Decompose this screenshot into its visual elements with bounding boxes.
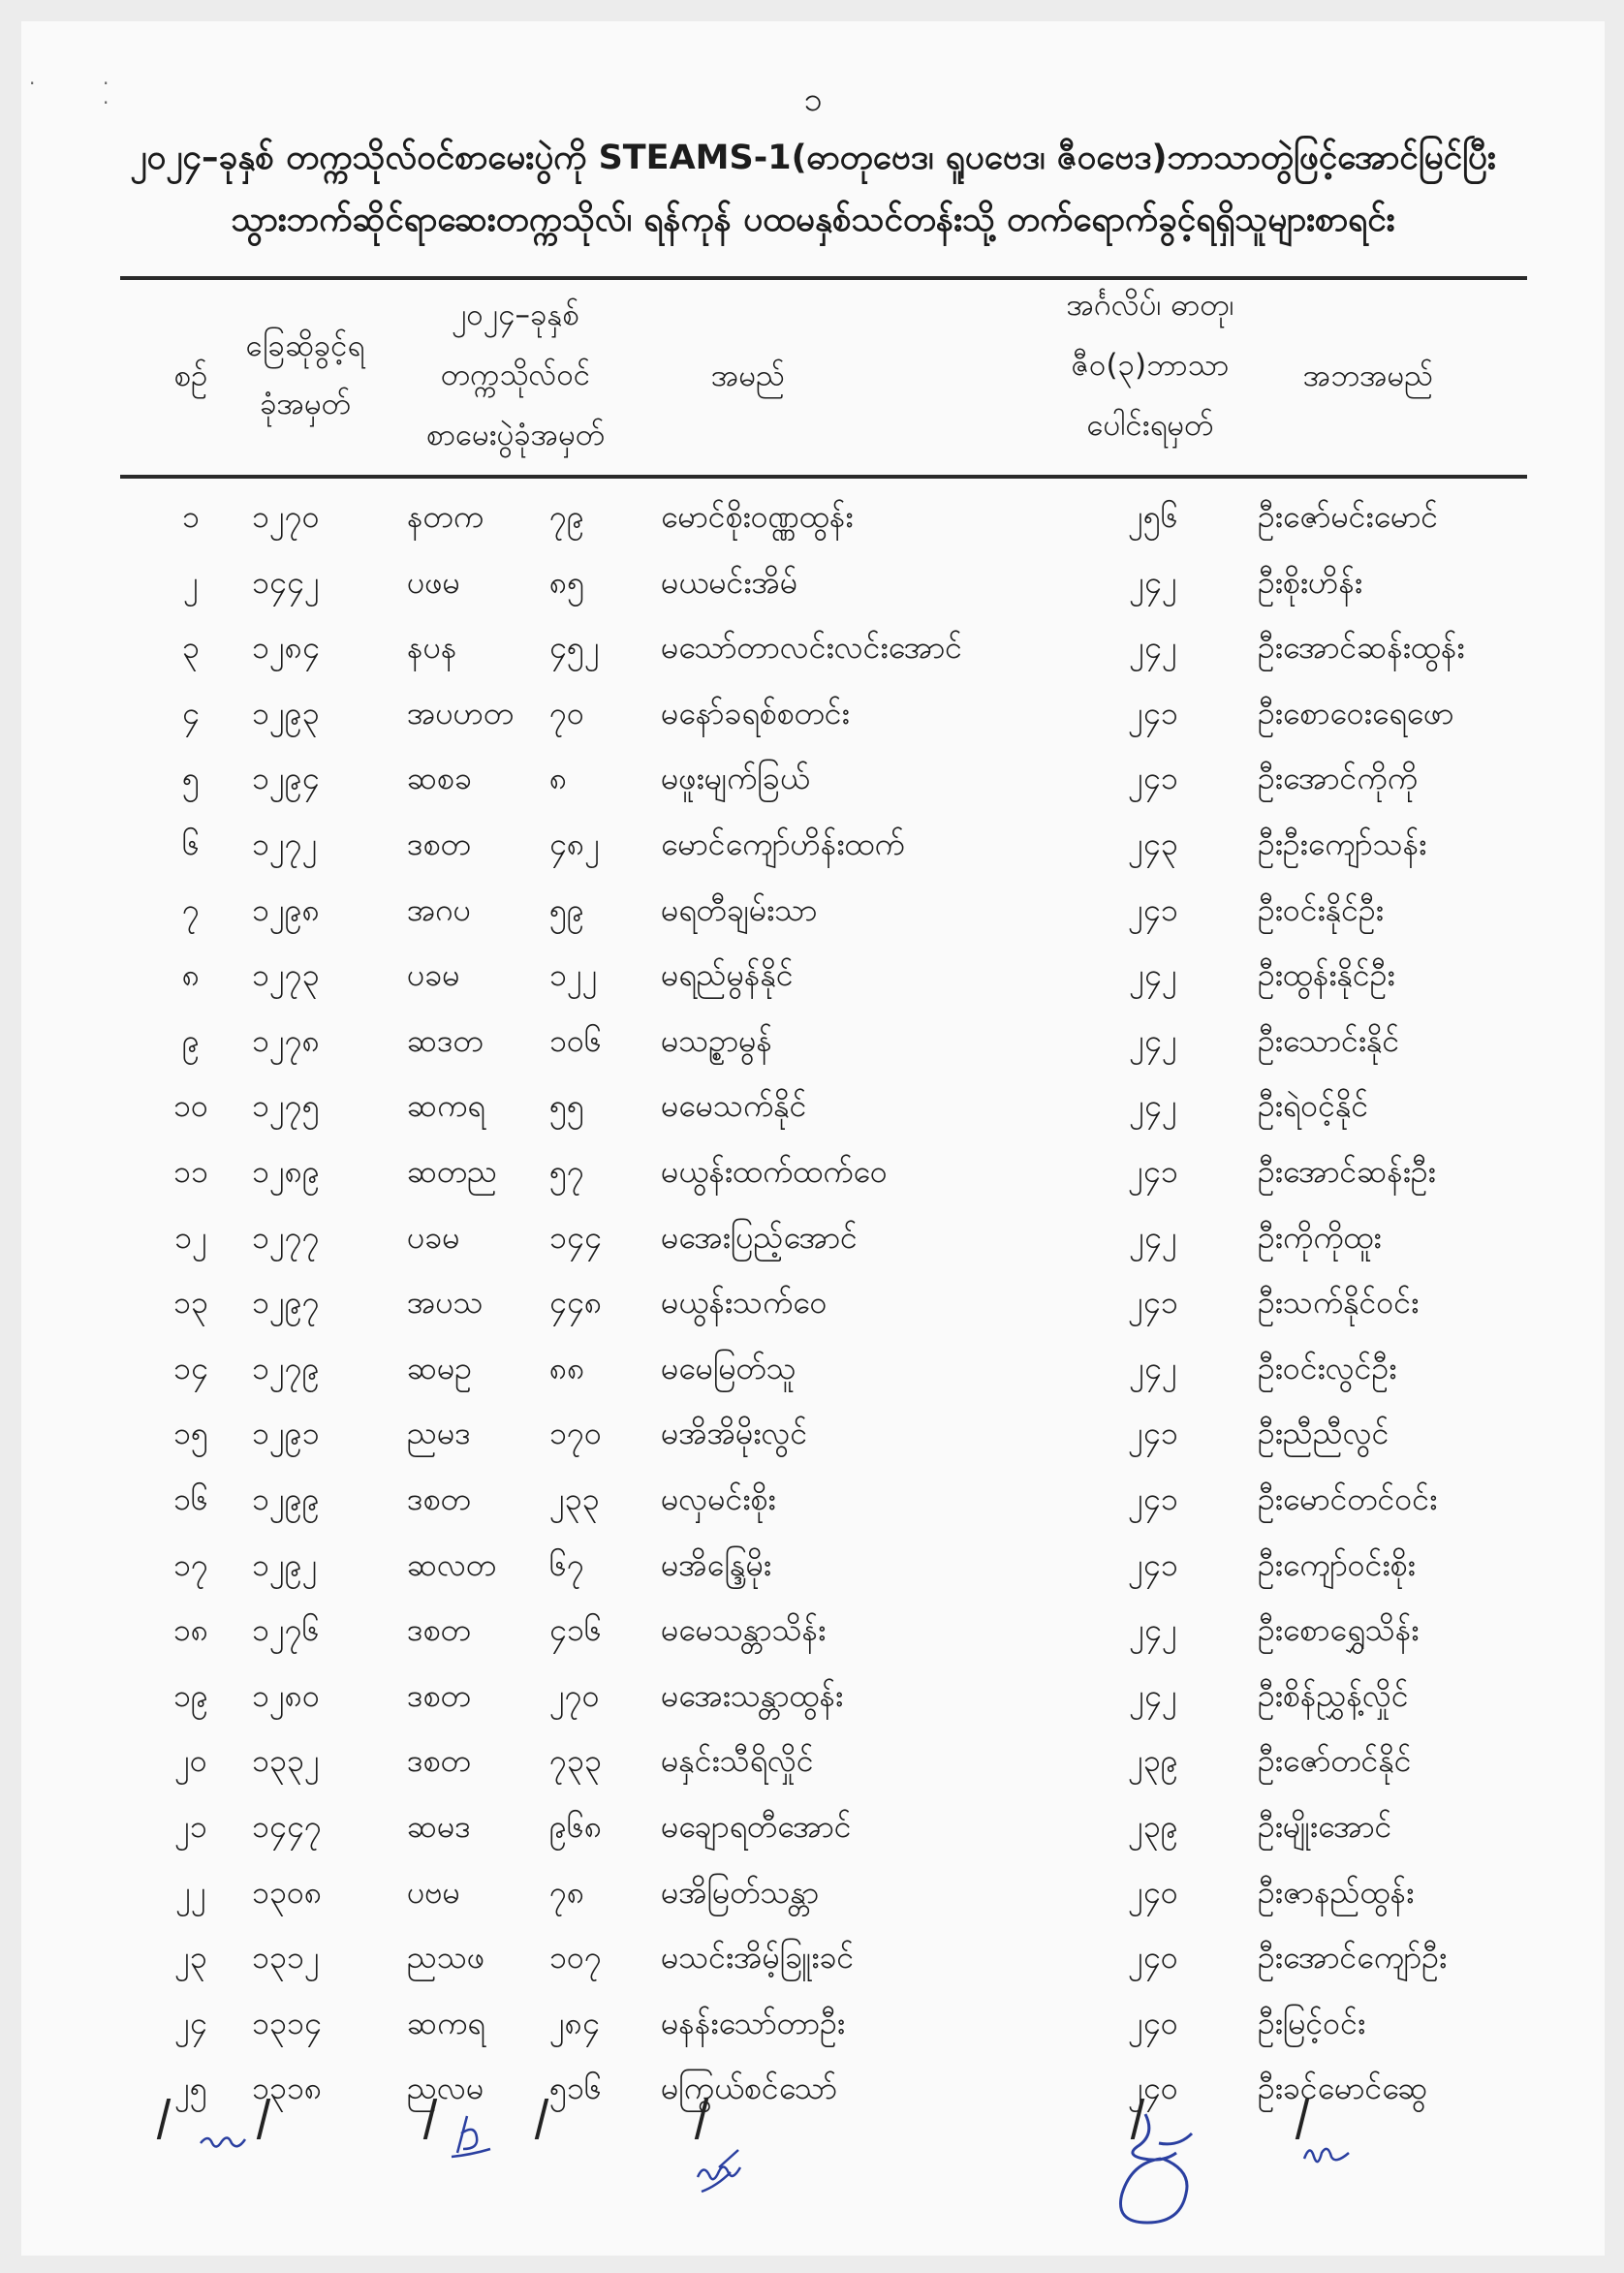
exam-code-cell: အပဟတ [407,694,515,732]
header-name: အမည် [710,358,786,393]
serial-cell: ၄ [182,694,200,732]
permit-number-cell: ၁၂၇၂ [252,825,318,862]
exam-number-cell: ၈ [549,760,568,797]
permit-number-cell: ၁၃၃၂ [252,1742,320,1780]
father-name-cell: ဦးစိုးဟိန်း [1258,563,1362,601]
header-marks: အင်္ဂလိပ်၊ ဓာတု၊ ဇီဝ(၃)ဘာသာ ပေါင်းရမှတ် [1066,288,1234,443]
marks-cell: ၂၄၂ [1129,1087,1177,1125]
table-row [21,812,1605,877]
serial-cell: ၁၆ [173,1480,208,1517]
exam-number-cell: ၄၁၆ [549,1611,602,1649]
table-top-rule [120,276,1527,280]
marks-cell: ၂၄၀ [1128,1939,1178,1977]
exam-number-cell: ၄၅၂ [549,629,600,667]
marks-cell: ၂၄၁ [1128,890,1178,928]
father-name-cell: ဦးအောင်ကျော်ဦး [1258,1939,1448,1977]
table-row [21,1991,1605,2056]
father-name-cell: ဦးဝင်းနိုင်ဦး [1258,890,1384,928]
exam-code-cell: ဒစတ [407,825,471,862]
student-name-cell: မအိမြတ်သန္တာ [661,1873,820,1911]
permit-number-cell: ၁၄၄၇ [252,1808,322,1845]
permit-number-cell: ၁၂၇၅ [252,1087,320,1125]
exam-code-cell: ဆကရ [407,2004,485,2041]
exam-number-cell: ၂၃၃ [549,1480,600,1517]
table-row [21,484,1605,549]
serial-cell: ၁၁ [173,1153,208,1190]
marks-cell: ၂၃၉ [1128,1742,1178,1780]
exam-code-cell: ဆဒတ [407,1021,484,1059]
exam-number-cell: ၈၈ [549,1349,585,1386]
student-name-cell: မယွန်းသက်ဝေ [661,1284,828,1322]
permit-number-cell: ၁၂၉၂ [252,1545,318,1583]
exam-number-cell: ၇၈ [549,1873,585,1911]
exam-code-cell: ပဖမ [407,563,460,601]
serial-cell: ၁၀ [173,1087,208,1125]
slash-mark [535,2099,548,2139]
exam-code-cell: ဒစတ [407,1676,471,1714]
permit-number-cell: ၁၂၇၆ [252,1611,320,1649]
permit-number-cell: ၁၂၉၄ [252,760,320,797]
serial-cell: ၁၄ [173,1349,208,1386]
father-name-cell: ဦးဝင်းလွင်ဦး [1258,1349,1397,1386]
header-exam-number: ၂၀၂၄–ခုနှစ် တက္ကသိုလ်ဝင် စာမေးပွဲခုံအမှတ် [425,297,606,452]
scan-speck: · [29,72,36,95]
marks-cell: ၂၄၃ [1128,825,1178,862]
table-row [21,1860,1605,1925]
exam-number-cell: ၇၀ [549,694,584,732]
table-row [21,550,1605,615]
father-name-cell: ဦးအောင်ကိုကို [1258,760,1418,797]
serial-cell: ၂၄ [174,2004,207,2041]
student-name-cell: မနှင်းသီရိလှိုင် [661,1742,814,1780]
exam-code-cell: ဆစခ [407,760,472,797]
exam-number-cell: ၇၉ [549,498,584,535]
table-row [21,1794,1605,1859]
serial-cell: ၂ [183,563,199,601]
serial-cell: ၂၁ [174,1808,207,1845]
student-name-cell: မရတီချမ်းသာ [661,890,818,928]
exam-code-cell: အပသ [407,1284,484,1322]
permit-number-cell: ၁၂၇၃ [252,956,320,994]
permit-number-cell: ၁၂၉၉ [252,1480,320,1517]
exam-number-cell: ၁၂၂ [549,956,598,994]
handwritten-signature [1107,2104,1213,2230]
exam-code-cell: ညမဒ [407,1415,471,1452]
document-page [21,21,1605,2256]
table-row [21,1336,1605,1401]
permit-number-cell: ၁၂၇၈ [252,1021,320,1059]
table-row [21,1925,1605,1990]
table-row [21,1664,1605,1728]
exam-code-cell: အဂပ [407,890,471,928]
marks-cell: ၂၄၂ [1129,563,1177,601]
header-serial: စဉ် [173,358,208,393]
serial-cell: ၃ [182,629,200,667]
father-name-cell: ဦးညီညီလွင် [1258,1415,1390,1452]
exam-code-cell: ဒစတ [407,1480,471,1517]
permit-number-cell: ၁၂၇၇ [252,1218,320,1256]
table-row [21,943,1605,1008]
father-name-cell: ဦးစောရွှေသိန်း [1258,1611,1420,1649]
scan-speck: · [103,72,109,95]
handwritten-initial [448,2104,506,2163]
slash-mark [423,2099,437,2139]
serial-cell: ၂၃ [174,1939,207,1977]
table-row [21,1728,1605,1793]
permit-number-cell: ၁၃၁၈ [252,2070,323,2107]
father-name-cell: ဦးကျော်ဝင်းစိုး [1258,1545,1416,1583]
serial-cell: ၆ [182,825,200,862]
initials-row [21,2099,1605,2157]
student-name-cell: မသဥ္စာမွန် [661,1021,772,1059]
father-name-cell: ဦးမြင့်ဝင်း [1258,2004,1366,2041]
student-name-cell: မရည်မွန်နိုင် [661,956,794,994]
student-name-cell: မယွန်းထက်ထက်ဝေ [661,1153,888,1190]
exam-number-cell: ၁၀၆ [549,1021,602,1059]
permit-number-cell: ၁၄၄၂ [252,563,320,601]
father-name-cell: ဦးဇော်တင်နိုင် [1258,1742,1412,1780]
father-name-cell: ဦးမျိုးအောင် [1258,1808,1392,1845]
serial-cell: ၁၇ [173,1545,208,1583]
serial-cell: ၁၂ [174,1218,207,1256]
document-subtitle: သွားဘက်ဆိုင်ရာဆေးတက္ကသိုလ်၊ ရန်ကုန် ပထမနှစ်သင်တန်းသို့ တက်ရောက်ခွင့်ရရှိသူများစာရင်း [231,201,1395,239]
permit-number-cell: ၁၂၇၀ [252,498,320,535]
exam-number-cell: ၅၅ [549,1087,584,1125]
father-name-cell: ဦးဇာနည်ထွန်း [1258,1873,1415,1911]
marks-cell: ၂၄၁ [1128,760,1178,797]
exam-number-cell: ၂၇၀ [549,1676,600,1714]
table-row [21,1467,1605,1532]
exam-code-cell: ညသဖ [407,1939,485,1977]
father-name-cell: ဦးဦးကျော်သန်း [1258,825,1427,862]
father-name-cell: ဦးကိုကိုထူး [1258,1218,1382,1256]
marks-cell: ၂၄၁ [1128,694,1178,732]
student-name-cell: မသော်တာလင်းလင်းအောင် [661,629,962,667]
exam-number-cell: ၉၆၈ [549,1808,603,1845]
table-row [21,1074,1605,1138]
permit-number-cell: ၁၃၁၂ [252,1939,320,1977]
table-row [21,1401,1605,1466]
handwritten-initial [1298,2133,1357,2172]
table-row [21,681,1605,746]
exam-number-cell: ၁၀၇ [549,1939,602,1977]
serial-cell: ၈ [181,956,201,994]
marks-cell: ၂၄၀ [1128,1873,1178,1911]
slash-mark [257,2099,270,2139]
father-name-cell: ဦးဇော်မင်းမောင် [1258,498,1439,535]
student-name-cell: မနော်ခရစ်စတင်း [661,694,850,732]
marks-cell: ၂၅၆ [1128,498,1178,535]
document-title: ၂၀၂၄–ခုနှစ် တက္ကသိုလ်ဝင်စာမေးပွဲကို STEAMS-1(ဓာတုဗေဒ၊ ရူပဗေဒ၊ ဇီဝဗေဒ)ဘာသာတွဲဖြင့်အောင်မြင်ပြီး [130,139,1496,177]
permit-number-cell: ၁၂၉၃ [252,694,320,732]
student-name-cell: မအေးသန္တာထွန်း [661,1676,844,1714]
table-row [21,1205,1605,1270]
serial-cell: ၉ [182,1021,200,1059]
exam-code-cell: နပန [407,629,457,667]
marks-cell: ၂၄၂ [1129,1676,1177,1714]
student-name-cell: မမေမြတ်သူ [661,1349,796,1386]
serial-cell: ၂၂ [175,1873,206,1911]
table-row [21,1533,1605,1598]
exam-code-cell: ညလမ [407,2070,484,2107]
table-row [21,1270,1605,1335]
marks-cell: ၂၃၉ [1128,1808,1178,1845]
father-name-cell: ဦးသောင်းနိုင် [1258,1021,1400,1059]
student-name-cell: မမေသက်နိုင် [661,1087,807,1125]
slash-mark [695,2099,708,2139]
table-row [21,1598,1605,1663]
exam-number-cell: ၅၁၆ [549,2070,602,2107]
marks-cell: ၂၄၀ [1128,2070,1178,2107]
serial-cell: ၁၈ [172,1611,209,1649]
exam-code-cell: ပခမ [407,956,460,994]
exam-code-cell: ဒစတ [407,1611,471,1649]
exam-number-cell: ၅၉ [549,890,584,928]
exam-number-cell: ၄၈၂ [549,825,600,862]
exam-number-cell: ၆၇ [549,1545,584,1583]
student-name-cell: မယမင်းအိမ် [661,563,798,601]
student-name-cell: မသင်းအိမ့်ခြူးခင် [661,1939,855,1977]
slash-mark [157,2099,171,2139]
serial-cell: ၇ [182,890,200,928]
permit-number-cell: ၁၂၈၄ [252,629,320,667]
exam-number-cell: ၅၇ [549,1153,584,1190]
father-name-cell: ဦးမောင်တင်ဝင်း [1258,1480,1438,1517]
permit-number-cell: ၁၂၈၀ [252,1676,320,1714]
marks-cell: ၂၄၁ [1128,1415,1178,1452]
marks-cell: ၂၄၁ [1128,1284,1178,1322]
permit-number-cell: ၁၂၈၉ [252,1153,320,1190]
serial-cell: ၁၃ [173,1284,208,1322]
serial-cell: ၁ [182,498,200,535]
table-row [21,878,1605,943]
exam-number-cell: ၇၃၃ [549,1742,602,1780]
marks-cell: ၂၄၂ [1129,1611,1177,1649]
serial-cell: ၂၀ [174,1742,207,1780]
scan-speck: · [103,91,109,114]
page-number: ၁ [803,80,823,119]
serial-cell: ၁၉ [173,1676,208,1714]
exam-code-cell: ဆကရ [407,1087,485,1125]
father-name-cell: ဦးရဲဝင့်နိုင် [1258,1087,1369,1125]
father-name-cell: ဦးအောင်ဆန်းဦး [1258,1153,1436,1190]
marks-cell: ၂၄၀ [1128,2004,1178,2041]
table-header-rule [120,475,1527,479]
exam-number-cell: ၂၈၄ [549,2004,600,2041]
header-permit-number: ခြေဆိုခွင့်ရ ခုံအမှတ် [245,328,365,421]
student-name-cell: မအေးပြည့်အောင် [661,1218,858,1256]
father-name-cell: ဦးခင်မောင်ဆွေ [1258,2070,1428,2107]
student-name-cell: မအိန္ဒြေမိုး [661,1545,771,1583]
exam-code-cell: နတက [407,498,484,535]
father-name-cell: ဦးစိန်ညွှန့်လှိုင် [1258,1676,1409,1714]
exam-code-cell: ပခမ [407,1218,460,1256]
student-name-cell: မအိအိမိုးလွင် [661,1415,808,1452]
marks-cell: ၂၄၂ [1129,629,1177,667]
exam-code-cell: ဒစတ [407,1742,471,1780]
student-name-cell: မနန်းသော်တာဦး [661,2004,845,2041]
exam-code-cell: ဆတည [407,1153,498,1190]
marks-cell: ၂၄၂ [1129,956,1177,994]
father-name-cell: ဦးအောင်ဆန်းထွန်း [1258,629,1465,667]
student-name-cell: မလှမင်းစိုး [661,1480,776,1517]
permit-number-cell: ၁၂၇၉ [252,1349,320,1386]
serial-cell: ၁၅ [173,1415,208,1452]
handwritten-initial [196,2119,254,2158]
marks-cell: ၂၄၂ [1129,1349,1177,1386]
serial-cell: ၂၅ [174,2070,207,2107]
header-father-name: အဘအမည် [1302,358,1434,393]
exam-number-cell: ၈၅ [549,563,585,601]
student-name-cell: မဖူးမျက်ခြယ် [661,760,810,797]
handwritten-initial [690,2138,758,2206]
exam-number-cell: ၄၄၈ [549,1284,603,1322]
table-row [21,1139,1605,1204]
student-name-cell: မောင်ကျော်ဟိန်းထက် [661,825,905,862]
table-row [21,1009,1605,1074]
exam-code-cell: ဆမဒ [407,1808,471,1845]
permit-number-cell: ၁၂၉၈ [252,890,320,928]
permit-number-cell: ၁၃၁၄ [252,2004,322,2041]
exam-number-cell: ၁၇၀ [549,1415,602,1452]
serial-cell: ၅ [182,760,200,797]
father-name-cell: ဦးသက်နိုင်ဝင်း [1258,1284,1420,1322]
marks-cell: ၂၄၁ [1128,1480,1178,1517]
table-row [21,746,1605,811]
student-name-cell: မောင်စိုးဝဏ္ဏထွန်း [661,498,854,535]
exam-code-cell: ဆမဥ [407,1349,472,1386]
student-name-cell: မကြွယ်စင်သော် [661,2070,837,2107]
student-name-cell: မချောရတီအောင် [661,1808,852,1845]
permit-number-cell: ၁၂၉၁ [252,1415,320,1452]
exam-code-cell: ဆလတ [407,1545,497,1583]
father-name-cell: ဦးထွန်းနိုင်ဦး [1258,956,1395,994]
exam-number-cell: ၁၄၄ [549,1218,602,1256]
marks-cell: ၂၄၁ [1128,1545,1178,1583]
permit-number-cell: ၁၃၀၈ [252,1873,323,1911]
table-row [21,615,1605,680]
father-name-cell: ဦးစောဝေးရေဖော [1258,694,1454,732]
permit-number-cell: ၁၂၉၇ [252,1284,320,1322]
student-name-cell: မမေသန္တာသိန်း [661,1611,827,1649]
marks-cell: ၂၄၁ [1128,1153,1178,1190]
exam-code-cell: ပဗမ [407,1873,460,1911]
marks-cell: ၂၄၂ [1129,1218,1177,1256]
marks-cell: ၂၄၂ [1129,1021,1177,1059]
